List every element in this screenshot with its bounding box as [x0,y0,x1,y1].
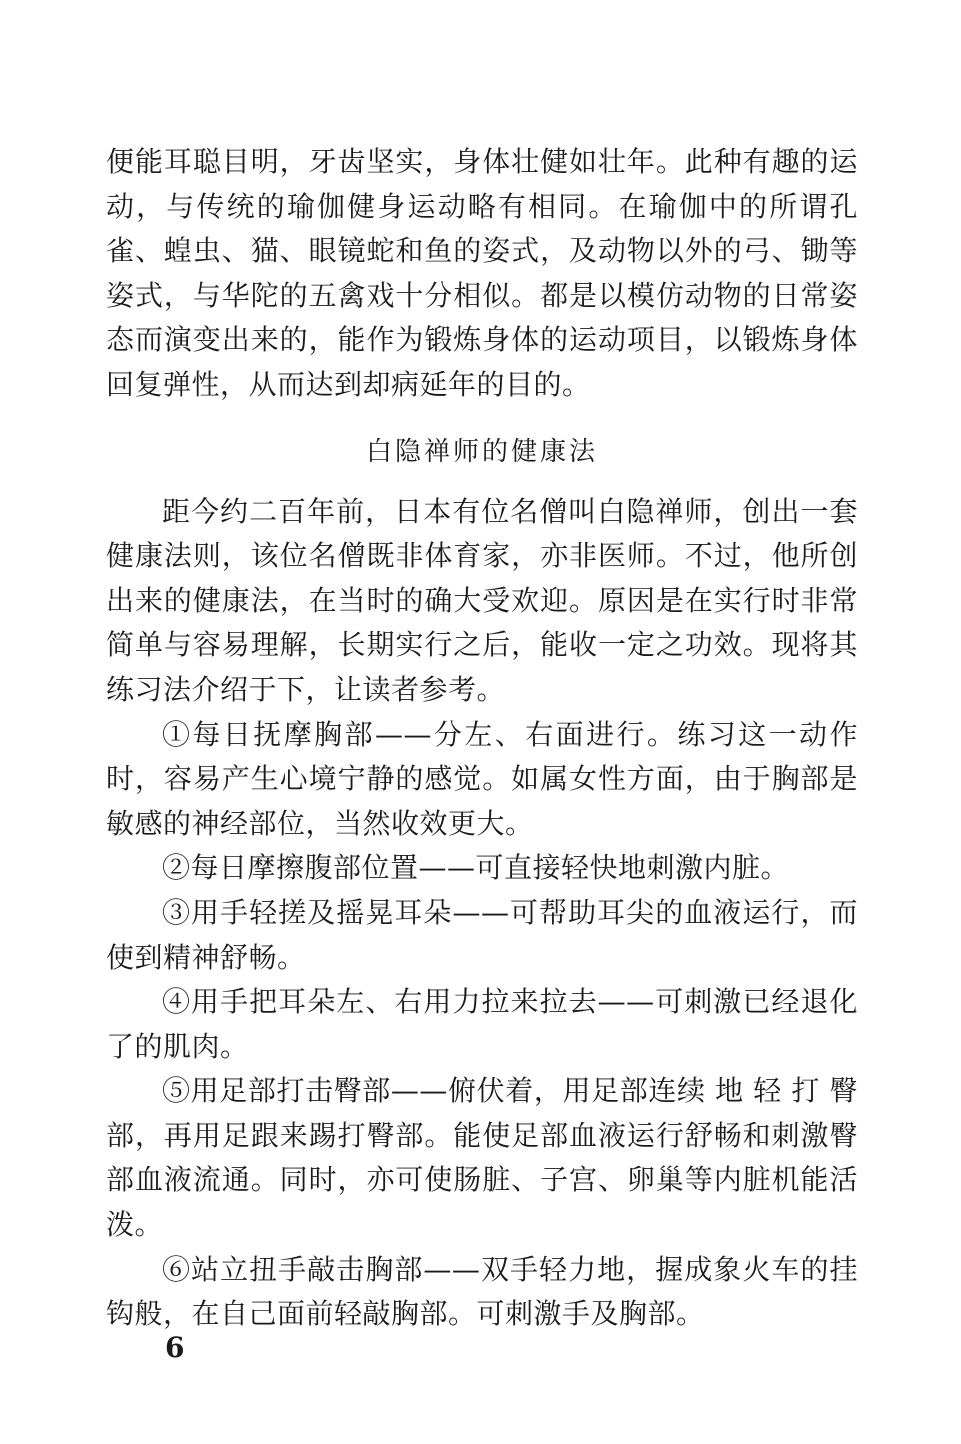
method-item-1: ①每日抚摩胸部——分左、右面进行。练习这一动作时，容易产生心境宁静的感觉。如属女性方面，由于胸部是敏感的神经部位，当然收效更大。 [106,717,858,840]
intro-paragraph: 便能耳聪目明，牙齿坚实，身体壮健如壮年。此种有趣的运动，与传统的瑜伽健身运动略有相同。在瑜伽中的所谓孔雀、蝗虫、猫、眼镜蛇和鱼的姿式，及动物以外的弓、锄等姿式，与华陀的五禽戏十分相似。都是以模仿动物的日常姿态而演变出来的，能作为锻炼身体的运动项目，以锻炼身体回复弹性，从而达到却病延年的目的。 [106,145,858,401]
method-item-3: ③用手轻搓及摇晃耳朵——可帮助耳尖的血液运行，而使到精神舒畅。 [106,895,858,974]
method-item-2: ②每日摩擦腹部位置——可直接轻快地刺激内脏。 [162,851,790,885]
book-page [106,140,858,1337]
method-item-4: ④用手把耳朵左、右用力拉来拉去——可刺激已经退化了的肌肉。 [106,985,858,1063]
section-title: 白隐禅师的健康法 [365,436,598,467]
method-item-6: ⑥站立扭手敲击胸部——双手轻力地，握成象火车的挂钩般，在自己面前轻敲胸部。可刺激手及胸部。 [106,1252,858,1331]
method-item-5: ⑤用足部打击臀部——俯伏着，用足部连续 地 轻 打 臀部，再用足跟来踢打臀部。能使足部血液运行舒畅和刺激臀部血液流通。同时，亦可使肠脏、子宫、卵巢等内脏机能活泼。 [106,1074,858,1242]
section-intro-paragraph: 距今约二百年前，日本有位名僧叫白隐禅师，创出一套健康法则，该位名僧既非体育家，亦非医师。不过，他所创出来的健康法，在当时的确大受欢迎。原因是在实行时非常简单与容易理解，长期实行之后，能收一定之功效。现将其练习法介绍于下，让读者参考。 [106,494,858,706]
page-number: 6 [165,1331,185,1364]
